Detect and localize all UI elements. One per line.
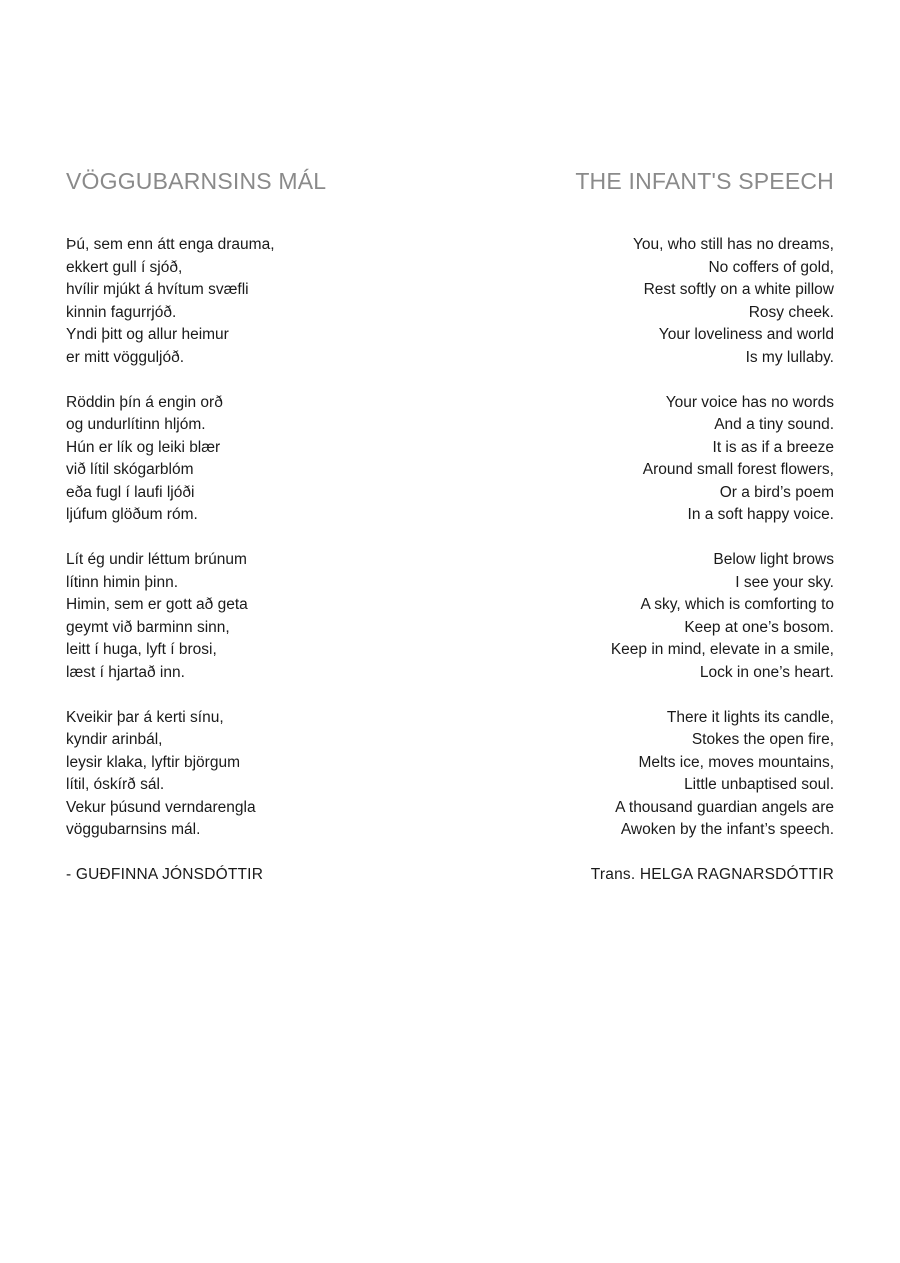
original-stanza-2 — [66, 392, 446, 527]
poem-line: og undurlítinn hljóm. — [66, 416, 206, 433]
poem-line: Röddin þín á engin orð — [66, 393, 223, 411]
poem-line: There it lights its candle, — [666, 708, 834, 726]
poem-line: Little unbaptised soul. — [684, 776, 834, 793]
poem-line: In a soft happy voice. — [687, 506, 834, 523]
poem-line: Vekur þúsund verndarengla — [66, 798, 256, 816]
author-credit: - GUÐFINNA JÓNSDÓTTIR — [66, 866, 264, 883]
poem-line: læst í hjartað inn. — [66, 663, 185, 681]
translation-stanza-2 — [454, 392, 834, 527]
poem-line: Yndi þitt og allur heimur — [66, 326, 229, 343]
poem-line: Himin, sem er gott að geta — [66, 596, 248, 613]
poem-line: I see your sky. — [735, 573, 834, 591]
poem-line: Keep at one’s bosom. — [684, 618, 834, 636]
poem-line: Your voice has no words — [665, 393, 834, 411]
poem-line: It is as if a breeze — [712, 438, 834, 456]
poem-line: lítil, óskírð sál. — [66, 776, 165, 793]
poem-line: A sky, which is comforting to — [640, 596, 834, 613]
poem-line: Or a bird’s poem — [719, 483, 834, 501]
poem-line: Melts ice, moves mountains, — [638, 753, 834, 771]
poem-line: And a tiny sound. — [714, 416, 834, 433]
poem-line: Stokes the open fire, — [691, 731, 834, 748]
poem-line: Hún er lík og leiki blær — [66, 438, 221, 456]
translator-credit: Trans. HELGA RAGNARSDÓTTIR — [590, 866, 834, 883]
poem-line: Below light brows — [713, 551, 834, 568]
original-stanza-3 — [66, 549, 446, 684]
translation-stanza-3 — [454, 549, 834, 684]
translation-stanza-1 — [454, 234, 834, 369]
original-poem-column — [66, 166, 446, 887]
original-stanza-4 — [66, 707, 446, 842]
poem-line: Rosy cheek. — [748, 303, 834, 321]
original-title: VÖGGUBARNSINS MÁL — [66, 168, 327, 194]
poem-line: lítinn himin þinn. — [66, 573, 179, 591]
translation-title: THE INFANT'S SPEECH — [575, 168, 834, 194]
poem-line: leysir klaka, lyftir björgum — [66, 753, 240, 771]
poem-line: Lock in one’s heart. — [699, 663, 834, 681]
poem-line: vöggubarnsins mál. — [66, 821, 201, 838]
poem-line: kyndir arinbál, — [66, 731, 163, 748]
translation-stanza-4 — [454, 707, 834, 842]
poem-line: geymt við barminn sinn, — [66, 618, 230, 636]
poem-line: Kveikir þar á kerti sínu, — [66, 708, 224, 726]
poem-line: Is my lullaby. — [745, 348, 834, 366]
poem-line: Keep in mind, elevate in a smile, — [610, 641, 834, 658]
poem-line: við lítil skógarblóm — [66, 461, 194, 478]
translation-poem-column — [454, 166, 834, 887]
poem-line: ekkert gull í sjóð, — [66, 258, 183, 276]
poem-line: ljúfum glöðum róm. — [66, 506, 198, 523]
poem-line: Around small forest flowers, — [642, 461, 834, 478]
poem-line: hvílir mjúkt á hvítum svæfli — [66, 281, 249, 298]
poem-line: Your loveliness and world — [658, 326, 834, 343]
poem-line: er mitt vögguljóð. — [66, 348, 185, 366]
poem-line: Lít ég undir léttum brúnum — [66, 551, 247, 568]
poem-line: Þú, sem enn átt enga drauma, — [66, 236, 275, 253]
poem-line: kinnin fagurrjóð. — [66, 303, 177, 321]
poem-line: eða fugl í laufi ljóði — [66, 483, 195, 501]
poem-line: leitt í huga, lyft í brosi, — [66, 641, 217, 658]
poem-line: Awoken by the infant’s speech. — [620, 821, 834, 838]
poem-line: Rest softly on a white pillow — [643, 281, 834, 298]
poem-line: A thousand guardian angels are — [615, 798, 834, 816]
poem-line: No coffers of gold, — [708, 258, 834, 276]
poem-line: You, who still has no dreams, — [632, 236, 834, 253]
original-stanza-1 — [66, 234, 446, 369]
